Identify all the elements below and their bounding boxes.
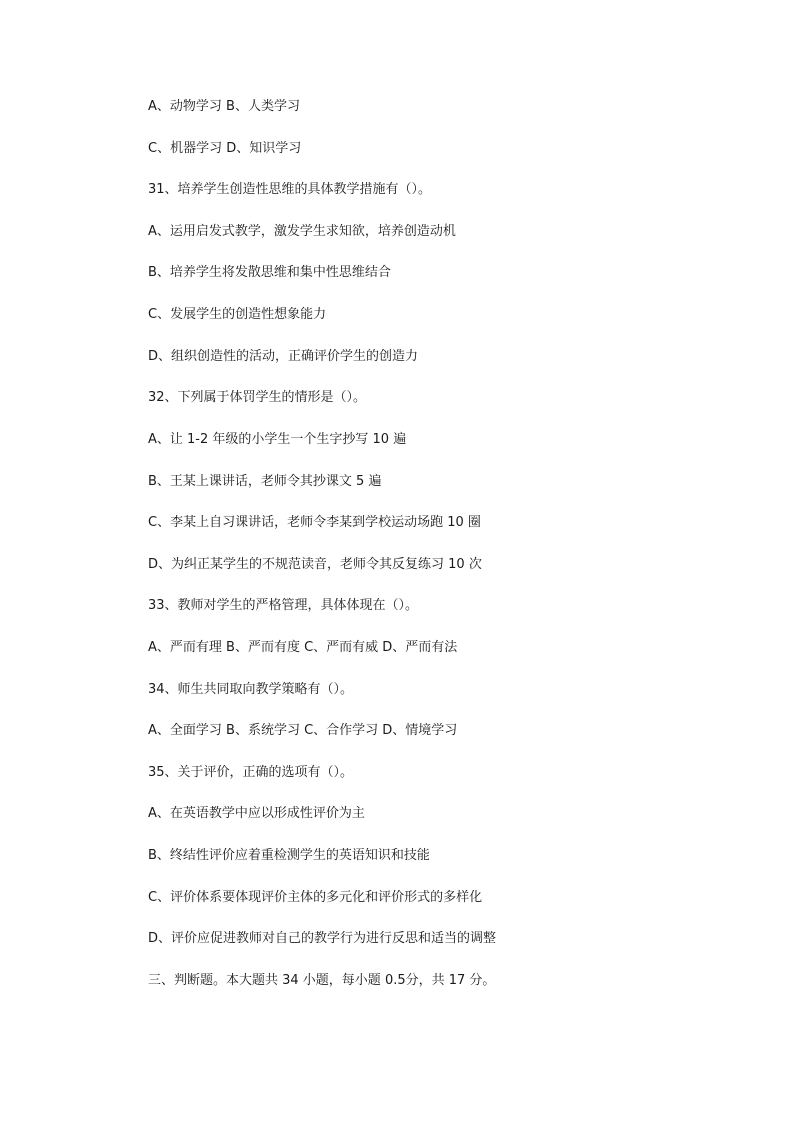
section-heading-true-false: 三、判断题。本大题共 34 小题，每小题 0.5分，共 17 分。 bbox=[148, 973, 496, 988]
question-35-option-c: C、评价体系要体现评价主体的多元化和评价形式的多样化 bbox=[148, 890, 483, 905]
question-32-option-c: C、李某上自习课讲话，老师令李某到学校运动场跑 10 圈 bbox=[148, 515, 481, 530]
question-32: 32、下列属于体罚学生的情形是（）。 bbox=[148, 390, 367, 405]
question-31-option-d: D、组织创造性的活动，正确评价学生的创造力 bbox=[148, 349, 419, 364]
question-35-option-a: A、在英语教学中应以形成性评价为主 bbox=[148, 806, 365, 821]
question-32-option-d: D、为纠正某学生的不规范读音，老师令其反复练习 10 次 bbox=[148, 557, 482, 572]
question-33: 33、教师对学生的严格管理，具体体现在（）。 bbox=[148, 598, 419, 613]
question-34-options: A、全面学习 B、系统学习 C、合作学习 D、情境学习 bbox=[148, 723, 458, 738]
question-34: 34、师生共同取向教学策略有（）。 bbox=[148, 682, 354, 697]
question-31: 31、培养学生创造性思维的具体教学措施有（）。 bbox=[148, 182, 432, 197]
question-31-option-a: A、运用启发式教学，激发学生求知欲，培养创造动机 bbox=[148, 224, 456, 239]
question-35-option-b: B、终结性评价应着重检测学生的英语知识和技能 bbox=[148, 848, 430, 863]
question-31-option-b: B、培养学生将发散思维和集中性思维结合 bbox=[148, 265, 391, 280]
question-33-options: A、严而有理 B、严而有度 C、严而有威 D、严而有法 bbox=[148, 640, 458, 655]
question-32-option-b: B、王某上课讲话，老师令其抄课文 5 遍 bbox=[148, 474, 382, 489]
question-31-option-c: C、发展学生的创造性想象能力 bbox=[148, 307, 327, 322]
option-line-ab: A、动物学习 B、人类学习 bbox=[148, 99, 300, 114]
question-32-option-a: A、让 1-2 年级的小学生一个生字抄写 10 遍 bbox=[148, 432, 407, 447]
question-35-option-d: D、评价应促进教师对自己的教学行为进行反思和适当的调整 bbox=[148, 931, 497, 946]
option-line-cd: C、机器学习 D、知识学习 bbox=[148, 141, 302, 156]
question-35: 35、关于评价，正确的选项有（）。 bbox=[148, 765, 354, 780]
